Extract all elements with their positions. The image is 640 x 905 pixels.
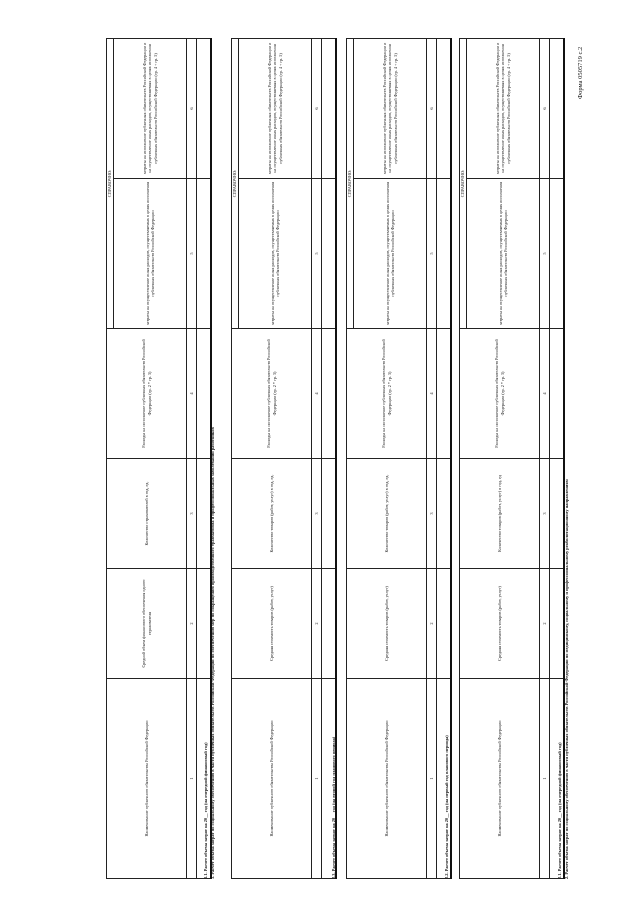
col-number: 5 — [427, 179, 437, 329]
col-header-quantity: Количество товаров (работ, услуг) в год, ед — [460, 459, 540, 569]
col-number: 2 — [187, 569, 197, 679]
col-number: 4 — [540, 329, 550, 459]
col-header-name: Наименование публичного обязательства Российской Федерации — [107, 679, 187, 879]
col-header-expenses: Расходы на исполнение публичных обязательств Российской Федерации (гр. 2 * гр. 3) — [107, 329, 187, 459]
col-number: 3 — [427, 459, 437, 569]
data-cell[interactable] — [197, 679, 212, 879]
table-2-2-heading: 2.2. Расчет объема затрат на 20__ год (на первый год планового периода) — [444, 735, 449, 879]
col-number: 2 — [427, 569, 437, 679]
col-number: 4 — [187, 329, 197, 459]
data-cell[interactable] — [322, 329, 337, 459]
col-header-avg-funding: Средний объем финансового обеспечения одного страхователя — [107, 569, 187, 679]
col-header-total-costs: затраты на исполнение публичных обязательств Российской Федерации и на осуществление иных расходов, осуществляемых в целях исполнения публичных обязательств Российской Федерации (гр. 4 + гр. 5) — [354, 39, 427, 179]
col-number: 6 — [312, 39, 322, 179]
col-number: 2 — [312, 569, 322, 679]
data-cell[interactable] — [550, 569, 565, 679]
data-cell[interactable] — [322, 179, 337, 329]
data-cell[interactable] — [322, 39, 337, 179]
form-code: Форма 0505719 с.2 — [577, 46, 584, 99]
col-header-insurers-count: Количество страхователей в год, ед. — [107, 459, 187, 569]
col-number: 2 — [540, 569, 550, 679]
data-cell[interactable] — [437, 459, 452, 569]
col-header-name: Наименование публичного обязательства Российской Федерации — [460, 679, 540, 879]
col-header-total-costs: затраты на исполнение публичных обязательств Российской Федерации и на осуществление иных расходов, осуществляемых в целях исполнения публичных обязательств Российской Федерации (гр. 4 + гр. 5) — [467, 39, 540, 179]
col-header-avg-cost: Средняя стоимость товаров (работ, услуг) — [232, 569, 312, 679]
col-number: 3 — [187, 459, 197, 569]
col-header-other-costs: затраты на осуществление иных расходов, осуществляемых в целях исполнения публичных обязательств Российской Федерации — [354, 179, 427, 329]
col-header-expenses: Расходы на исполнение публичных обязательств Российской Федерации (гр. 2 * гр. 3) — [347, 329, 427, 459]
col-number: 1 — [312, 679, 322, 879]
section-2-title: 2. Расчет объема затрат по социальному обеспечению в части публичных обязательств Российской Федерации по медицинскому, социальному и профессиональному реабилитационному направлениям — [564, 479, 569, 879]
col-number: 5 — [540, 179, 550, 329]
table-2-2 — [346, 38, 452, 879]
col-header-quantity: Количество товаров (работ, услуг) в год, ед. — [347, 459, 427, 569]
section-3-title: 3. Расчет объема затрат по социальному обеспечению в части публичных обязательств Российской Федерации по обеспечению мер по сокращению производственного травматизма и профессиональных заболеваний работников — [210, 427, 215, 879]
data-cell[interactable] — [437, 329, 452, 459]
col-header-name: Наименование публичного обязательства Российской Федерации — [232, 679, 312, 879]
table-2-1-heading: 2.1. Расчет объема затрат на 20__ год (на очередной финансовый год) — [557, 742, 562, 879]
col-header-quantity: Количество товаров (работ, услуг) в год, ед. — [232, 459, 312, 569]
reference-note: СПРАВОЧНО: — [107, 39, 114, 329]
col-header-expenses: Расходы на исполнение публичных обязательств Российской Федерации (гр. 2 * гр. 3) — [460, 329, 540, 459]
data-cell[interactable] — [197, 179, 212, 329]
data-cell[interactable] — [197, 39, 212, 179]
col-number: 6 — [187, 39, 197, 179]
col-number: 5 — [312, 179, 322, 329]
col-header-expenses: Расходы на исполнение публичных обязательств Российской Федерации (гр. 2 * гр. 3) — [232, 329, 312, 459]
data-cell[interactable] — [322, 679, 337, 879]
col-header-avg-cost: Средняя стоимость товаров (работ, услуг) — [460, 569, 540, 679]
col-header-other-costs: затраты на осуществление иных расходов, осуществляемых в целях исполнения публичных обязательств Российской Федерации — [467, 179, 540, 329]
data-cell[interactable] — [322, 569, 337, 679]
data-cell[interactable] — [197, 329, 212, 459]
data-cell[interactable] — [322, 459, 337, 569]
col-header-other-costs: затраты на осуществление иных расходов, осуществляемых в целях исполнения публичных обязательств Российской Федерации — [114, 179, 187, 329]
data-cell[interactable] — [437, 569, 452, 679]
col-number: 3 — [312, 459, 322, 569]
table-2-3 — [231, 38, 337, 879]
data-cell[interactable] — [197, 459, 212, 569]
table-3-1 — [106, 38, 212, 879]
col-header-other-costs: затраты на осуществление иных расходов, осуществляемых в целях исполнения публичных обязательств Российской Федерации — [239, 179, 312, 329]
reference-note: СПРАВОЧНО: — [232, 39, 239, 329]
col-header-total-costs: затраты на исполнение публичных обязательств Российской Федерации и на осуществление иных расходов, осуществляемых в целях исполнения публичных обязательств Российской Федерации (гр. 4 + гр. 5) — [239, 39, 312, 179]
col-header-avg-cost: Средняя стоимость товаров (работ, услуг) — [347, 569, 427, 679]
data-cell[interactable] — [437, 39, 452, 179]
col-number: 3 — [540, 459, 550, 569]
col-number: 6 — [540, 39, 550, 179]
col-number: 4 — [312, 329, 322, 459]
table-3-1-heading: 3.1. Расчет объема затрат на 20__ год (на очередной финансовый год) — [203, 742, 208, 879]
col-number: 1 — [427, 679, 437, 879]
data-cell[interactable] — [197, 569, 212, 679]
reference-note: СПРАВОЧНО: — [460, 39, 467, 329]
col-number: 6 — [427, 39, 437, 179]
col-header-name: Наименование публичного обязательства Российской Федерации — [347, 679, 427, 879]
col-number: 1 — [540, 679, 550, 879]
col-number: 1 — [187, 679, 197, 879]
data-cell[interactable] — [550, 459, 565, 569]
col-number: 4 — [427, 329, 437, 459]
table-2-3-heading: 2.3. Расчет объема затрат на 20__ год (на второй год планового периода) — [331, 736, 336, 879]
col-number: 5 — [187, 179, 197, 329]
data-cell[interactable] — [550, 39, 565, 179]
col-header-total-costs: затраты на исполнение публичных обязательств Российской Федерации и на осуществление иных расходов, осуществляемых в целях исполнения публичных обязательств Российской Федерации (гр. 4 + гр. 5) — [114, 39, 187, 179]
data-cell[interactable] — [437, 679, 452, 879]
table-2-1 — [459, 38, 565, 879]
data-cell[interactable] — [550, 179, 565, 329]
data-cell[interactable] — [437, 179, 452, 329]
reference-note: СПРАВОЧНО: — [347, 39, 354, 329]
data-cell[interactable] — [550, 679, 565, 879]
data-cell[interactable] — [550, 329, 565, 459]
